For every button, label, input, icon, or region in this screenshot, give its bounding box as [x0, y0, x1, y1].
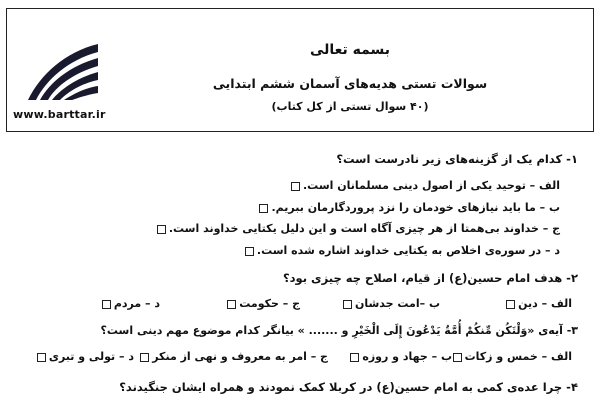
question-3-option-c[interactable]: ج – امر به معروف و نهی از منکر [140, 350, 328, 363]
checkbox-icon[interactable] [37, 353, 46, 362]
question-3: ۳- آیه‌ی «وَلْتَكُن مِّنكُمْ أُمَّةٌ يَدْعُونَ إِلَى الْخَيْرِ و ....... » بیانگر کدام موضوع مهم دینی است؟ [100, 324, 578, 337]
checkbox-icon[interactable] [140, 353, 149, 362]
checkbox-icon[interactable] [291, 182, 300, 191]
exam-note: (۴۰ سوال تستی از کل کتاب) [271, 100, 429, 113]
question-1: ۱- کدام یک از گزینه‌های زیر نادرست است؟ [336, 152, 578, 166]
site-logo [20, 40, 100, 102]
checkbox-icon[interactable] [259, 204, 268, 213]
checkbox-icon[interactable] [343, 300, 352, 309]
question-2-option-b[interactable]: ب –امت جدشان [343, 297, 440, 310]
checkbox-icon[interactable] [453, 353, 462, 362]
question-2-option-a[interactable]: الف – دین [506, 297, 572, 310]
checkbox-icon[interactable] [227, 300, 236, 309]
question-3-option-b[interactable]: ب – جهاد و روزه [350, 350, 452, 363]
question-3-option-a[interactable]: الف – خمس و زکات [453, 350, 572, 363]
question-2-option-d[interactable]: د – مردم [102, 297, 160, 310]
exam-heading: بسمه تعالی [309, 42, 391, 58]
checkbox-icon[interactable] [102, 300, 111, 309]
site-url[interactable]: www.barttar.ir [13, 108, 106, 121]
question-4: ۴- چرا عده‌ی کمی به امام حسین(ع) در کربلا کمک نمودند و همراه ایشان جنگیدند؟ [119, 380, 578, 394]
checkbox-icon[interactable] [245, 247, 254, 256]
question-3-option-d[interactable]: د – تولی و تبری [37, 350, 134, 363]
question-1-option-a[interactable]: الف – توحید یکی از اصول دینی مسلمانان است. [291, 179, 560, 192]
question-1-option-b[interactable]: ب – ما باید نیازهای خودمان را نزد پروردگارمان ببریم. [259, 201, 560, 214]
exam-title: سوالات تستی هدیه‌های آسمان ششم ابتدایی [212, 76, 488, 91]
checkbox-icon[interactable] [157, 225, 166, 234]
checkbox-icon[interactable] [350, 353, 359, 362]
question-2: ۲- هدف امام حسین(ع) از قیام، اصلاح چه چیزی بود؟ [282, 271, 578, 285]
question-2-option-c[interactable]: ج – حکومت [227, 297, 300, 310]
question-1-option-c[interactable]: ج – خداوند بی‌همتا از هر چیزی آگاه است و این دلیل یکتایی خداوند است. [157, 222, 560, 235]
checkbox-icon[interactable] [506, 300, 515, 309]
question-1-option-d[interactable]: د – در سوره‌ی اخلاص به یکتایی خداوند اشاره شده است. [245, 244, 560, 257]
